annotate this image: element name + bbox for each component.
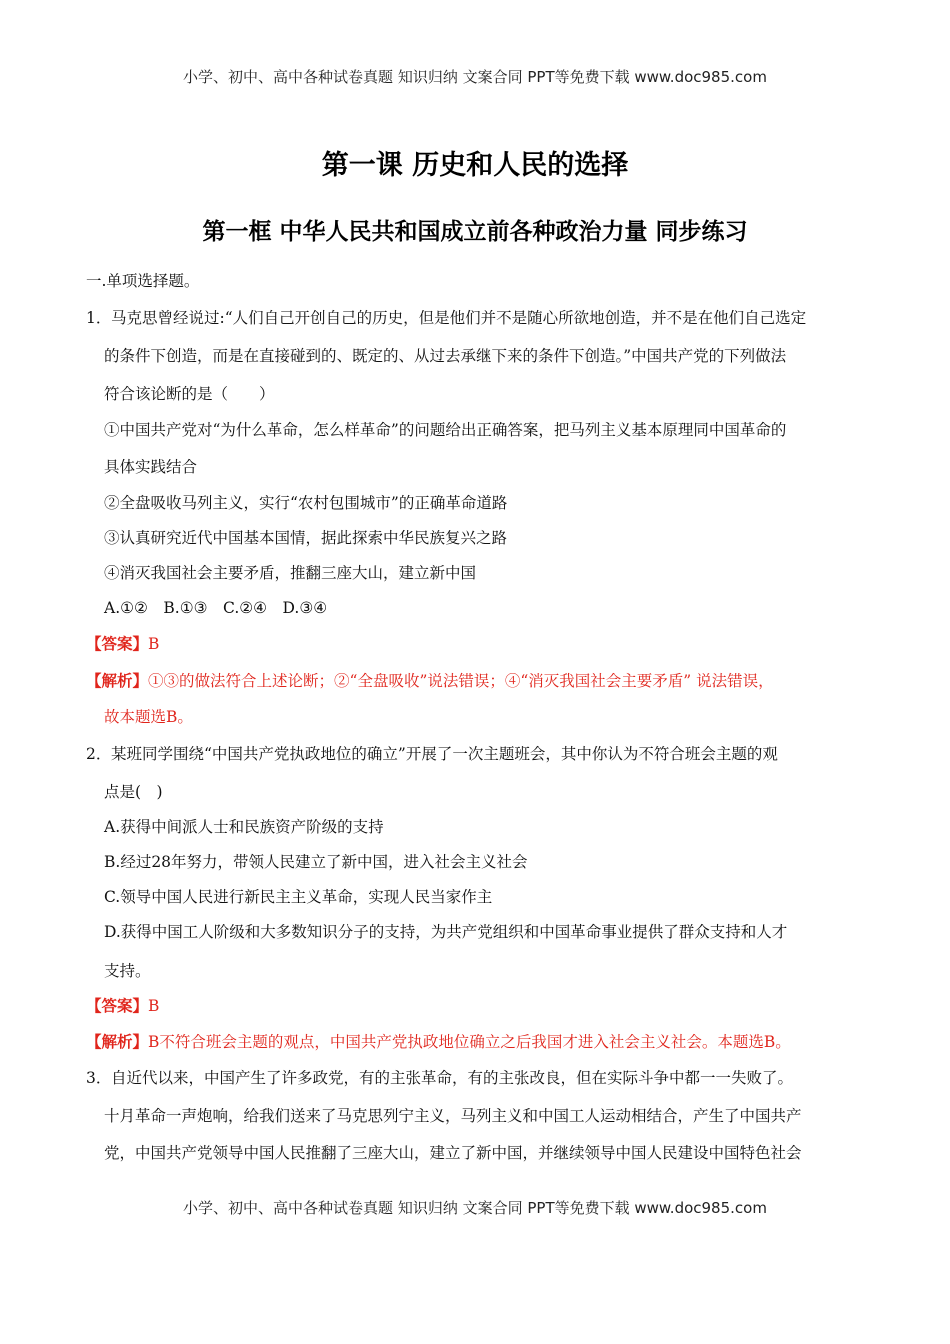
analysis-text: B不符合班会主题的观点，中国共产党执政地位确立之后我国才进入社会主义社会。本题选B。: [148, 1033, 791, 1051]
section-heading: 一.单项选择题。: [86, 272, 200, 290]
question-1-item: ②全盘吸收马列主义，实行“农村包围城市”的正确革命道路: [104, 494, 508, 512]
question-3-text: 十月革命一声炮响，给我们送来了马克思列宁主义，马列主义和中国工人运动相结合，产生了中国共产: [104, 1107, 802, 1125]
analysis-text: ①③的做法符合上述论断；②“全盘吸收”说法错误；④“消灭我国社会主要矛盾” 说法错误，: [148, 672, 774, 690]
question-1-item: 具体实践结合: [104, 458, 198, 476]
question-2-option: B.经过28年努力，带领人民建立了新中国，进入社会主义社会: [104, 853, 528, 871]
question-1-item: ④消灭我国社会主要矛盾，推翻三座大山，建立新中国: [104, 564, 477, 582]
question-1-text: 马克思曾经说过:“人们自己开创自己的历史，但是他们并不是随心所欲地创造，并不是在他们自己选定: [111, 309, 807, 327]
question-2-option: C.领导中国人民进行新民主主义革命，实现人民当家作主: [104, 888, 493, 906]
page-header: 小学、初中、高中各种试卷真题 知识归纳 文案合同 PPT等免费下载 www.doc985.com: [183, 68, 767, 86]
answer-label: 【答案】: [86, 634, 149, 653]
question-2-text: 某班同学围绕“中国共产党执政地位的确立”开展了一次主题班会，其中你认为不符合班会主题的观: [111, 745, 778, 763]
analysis-2: [86, 1032, 791, 1052]
analysis-label: 【解析】: [86, 671, 149, 690]
answer-2: [86, 996, 159, 1016]
answer-1: [86, 634, 159, 654]
question-3-text: 党，中国共产党领导中国人民推翻了三座大山，建立了新中国，并继续领导中国人民建设中国特色社会: [104, 1144, 802, 1162]
answer-value: B: [148, 997, 160, 1015]
question-3-number: 3．: [86, 1069, 112, 1087]
question-1-item: ③认真研究近代中国基本国情，据此探索中华民族复兴之路: [104, 529, 508, 547]
question-2-option: 支持。: [104, 962, 151, 980]
analysis-1: [86, 671, 774, 691]
question-1-options: A.①② B.①③ C.②④ D.③④: [104, 599, 328, 617]
section-title: 第一框 中华人民共和国成立前各种政治力量 同步练习: [202, 219, 748, 245]
analysis-1-continued: 故本题选B。: [104, 708, 193, 726]
question-3-text: 自近代以来，中国产生了许多政党，有的主张革命，有的主张改良，但在实际斗争中都一一失败了。: [111, 1069, 794, 1087]
question-2-option: D.获得中国工人阶级和大多数知识分子的支持，为共产党组织和中国革命事业提供了群众支持和人才: [104, 923, 788, 941]
analysis-label: 【解析】: [86, 1032, 149, 1051]
question-1-item: ①中国共产党对“为什么革命，怎么样革命”的问题给出正确答案，把马列主义基本原理同中国革命的: [104, 421, 787, 439]
question-2-number: 2．: [86, 745, 112, 763]
question-1-text: 的条件下创造，而是在直接碰到的、既定的、从过去承继下来的条件下创造。”中国共产党的下列做法: [104, 347, 787, 365]
question-2-text: 点是( ): [104, 783, 163, 801]
answer-value: B: [148, 635, 160, 653]
question-1-text: 符合该论断的是（ ）: [104, 385, 275, 403]
question-2-option: A.获得中间派人士和民族资产阶级的支持: [104, 818, 384, 836]
answer-label: 【答案】: [86, 996, 149, 1015]
question-1-number: 1．: [86, 309, 112, 327]
lesson-title: 第一课 历史和人民的选择: [321, 150, 629, 181]
page-footer: 小学、初中、高中各种试卷真题 知识归纳 文案合同 PPT等免费下载 www.doc985.com: [183, 1199, 767, 1217]
